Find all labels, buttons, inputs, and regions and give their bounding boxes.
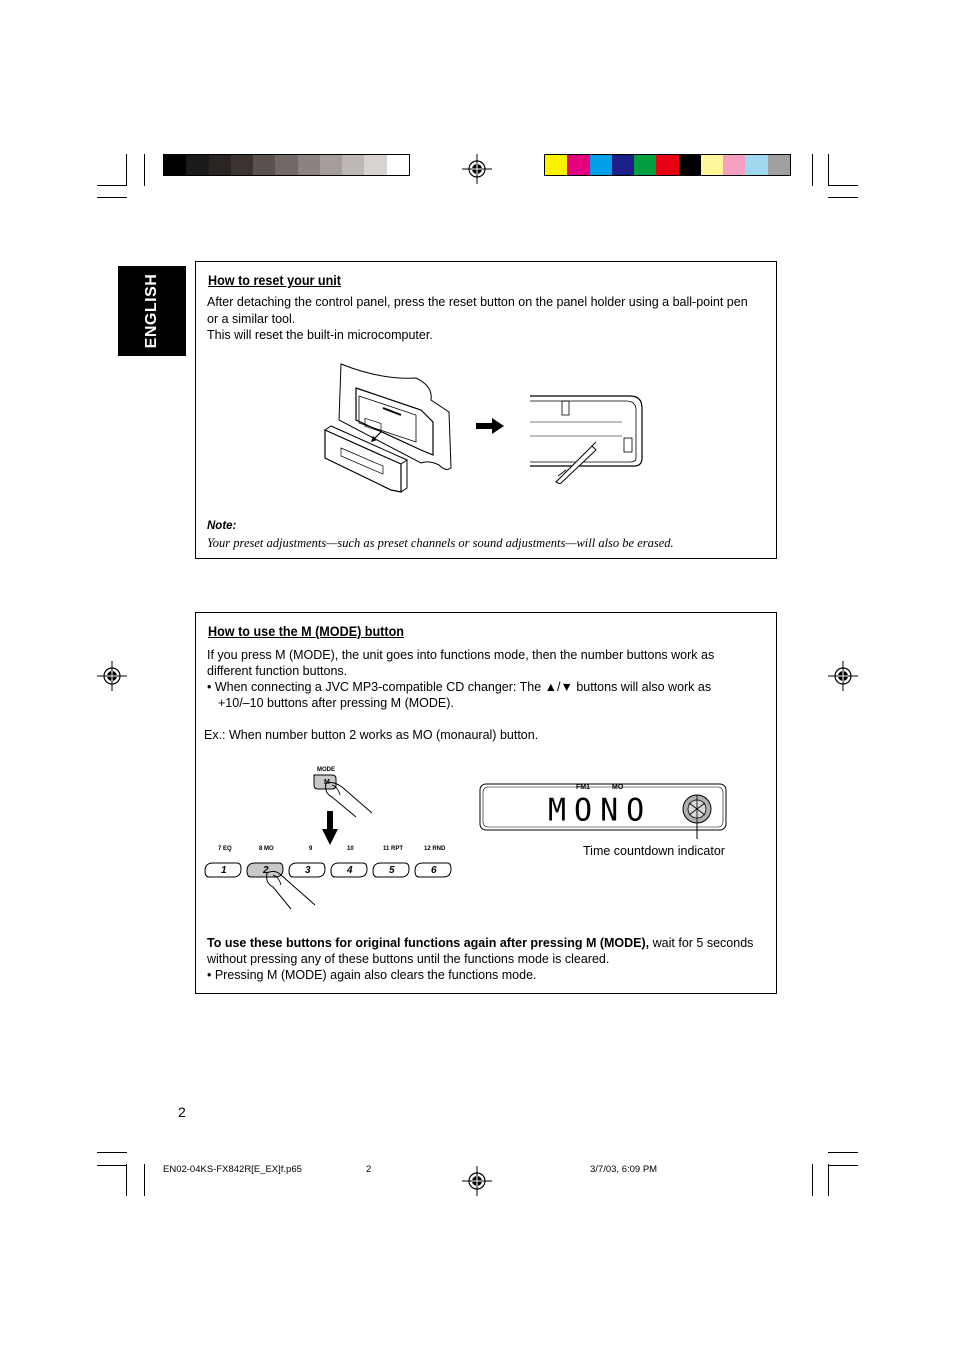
number-button-4: 4	[347, 865, 353, 876]
footer-file-page: 2	[366, 1164, 372, 1175]
function-label-12-rnd: 12 RND	[424, 846, 446, 852]
reset-button-illustration	[526, 392, 646, 484]
down-arrow-icon	[322, 811, 338, 845]
gray-swatch-5	[253, 155, 275, 175]
display-indicator-mo: MO	[612, 784, 624, 791]
registration-mark-right-icon	[828, 661, 858, 691]
registration-mark-bottom-icon	[462, 1166, 492, 1196]
registration-mark-top-icon	[462, 154, 492, 184]
gray-swatch-11	[387, 155, 409, 175]
color-swatch-3	[590, 155, 612, 175]
number-buttons-illustration	[203, 861, 459, 911]
color-swatch-2	[567, 155, 589, 175]
color-swatch-9	[723, 155, 745, 175]
gray-swatch-6	[275, 155, 297, 175]
display-indicator-fm1: FM1	[576, 784, 590, 791]
color-swatch-1	[545, 155, 567, 175]
mode-bullet-2: • Pressing M (MODE) again also clears the functions mode.	[207, 968, 537, 982]
reset-instructions-line-2: or a similar tool.	[207, 312, 296, 326]
color-swatch-5	[634, 155, 656, 175]
reset-note-label: Note:	[207, 520, 237, 532]
gray-swatch-2	[186, 155, 208, 175]
function-label-8-mo: 8 MO	[259, 846, 274, 852]
footer-timestamp: 3/7/03, 6:09 PM	[590, 1164, 658, 1175]
mode-intro-line-2: different function buttons.	[207, 664, 348, 678]
gray-swatch-8	[320, 155, 342, 175]
detach-panel-illustration	[321, 360, 456, 495]
color-swatch-10	[745, 155, 767, 175]
language-tab-label: ENGLISH	[143, 273, 160, 349]
gray-swatch-10	[364, 155, 386, 175]
function-label-10: 10	[347, 846, 354, 852]
right-arrow-icon	[476, 418, 504, 434]
page-number: 2	[178, 1104, 186, 1120]
number-button-2: 2	[263, 865, 269, 876]
function-label-9: 9	[309, 846, 313, 852]
footer-file-name: EN02-04KS-FX842R[E_EX]f.p65	[163, 1164, 302, 1175]
mode-section	[195, 612, 777, 994]
mode-bullet-1-line-1: • When connecting a JVC MP3-compatible CD changer: The ▲/▼ buttons will also work as	[207, 680, 712, 694]
mode-closing-bold: To use these buttons for original functions again after pressing M (MODE),	[207, 936, 650, 950]
mode-closing-rest: wait for 5 seconds	[649, 936, 754, 950]
reset-note-text: Your preset adjustments—such as preset channels or sound adjustments—will also be erased.	[207, 536, 674, 550]
number-button-3: 3	[305, 865, 311, 876]
gray-swatch-9	[342, 155, 364, 175]
function-label-7-eq: 7 EQ	[218, 846, 232, 852]
gray-swatch-4	[231, 155, 253, 175]
reset-section	[195, 261, 777, 559]
gray-swatch-3	[209, 155, 231, 175]
mode-section-title: How to use the M (MODE) button	[208, 623, 404, 639]
mode-intro-line-1: If you press M (MODE), the unit goes into functions mode, then the number buttons work as	[207, 648, 715, 662]
reset-section-title: How to reset your unit	[208, 272, 342, 288]
number-button-1: 1	[221, 865, 227, 876]
mode-closing-line-2: without pressing any of these buttons until the functions mode is cleared.	[207, 952, 610, 966]
reset-instructions-line-1: After detaching the control panel, press the reset button on the panel holder using a ball-point pen	[207, 295, 748, 309]
color-swatch-11	[768, 155, 790, 175]
gray-swatch-7	[298, 155, 320, 175]
mode-key-caption: MODE	[317, 767, 335, 773]
gray-swatch-1	[164, 155, 186, 175]
color-swatch-7	[679, 155, 701, 175]
grayscale-calibration-bar	[163, 154, 410, 176]
reset-instructions-line-3: This will reset the built-in microcomputer.	[207, 328, 433, 342]
countdown-indicator-caption: Time countdown indicator	[583, 844, 725, 858]
mode-closing-line-1	[207, 935, 753, 951]
number-button-5: 5	[389, 865, 395, 876]
mode-key-letter: M	[324, 779, 330, 786]
color-swatch-4	[612, 155, 634, 175]
registration-mark-left-icon	[97, 661, 127, 691]
function-label-11-rpt: 11 RPT	[383, 846, 404, 852]
mode-bullet-1-line-2: +10/–10 buttons after pressing M (MODE).	[218, 696, 454, 710]
color-calibration-bar	[544, 154, 791, 176]
language-tab	[118, 266, 186, 356]
color-swatch-6	[656, 155, 678, 175]
number-button-6: 6	[431, 865, 437, 876]
mode-example: Ex.: When number button 2 works as MO (monaural) button.	[204, 728, 539, 742]
color-swatch-8	[701, 155, 723, 175]
display-segment-text: MONO	[548, 792, 653, 829]
